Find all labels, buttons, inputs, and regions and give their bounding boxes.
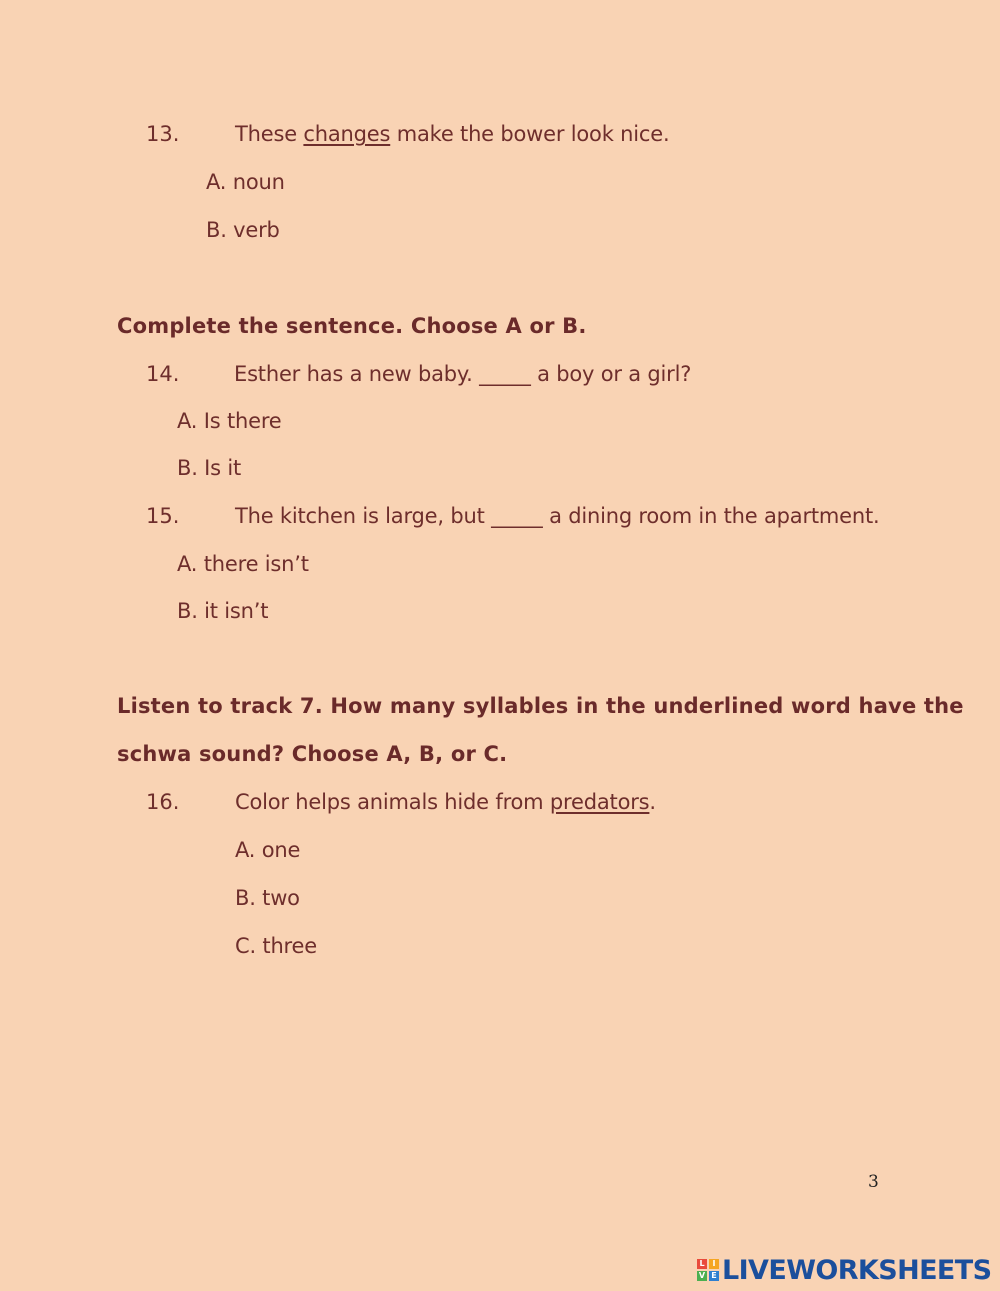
page-number: 3	[868, 1172, 879, 1192]
question-13-option-b[interactable]: B. verb	[206, 218, 280, 242]
question-13-text-after: make the bower look nice.	[390, 122, 670, 146]
question-15-number: 15.	[146, 504, 180, 528]
question-16-number: 16.	[146, 790, 180, 814]
question-15-option-b[interactable]: B. it isn’t	[177, 599, 269, 623]
question-13-number: 13.	[146, 122, 180, 146]
liveworksheets-logo[interactable]	[697, 1254, 991, 1286]
question-15-text: The kitchen is large, but _____ a dining room in the apartment.	[235, 504, 880, 528]
question-14-option-a[interactable]: A. Is there	[177, 409, 282, 433]
section-instruction-complete: Complete the sentence. Choose A or B.	[117, 314, 587, 338]
question-16-option-c[interactable]: C. three	[235, 934, 317, 958]
question-13-text	[235, 120, 669, 148]
liveworksheets-logo-icon	[697, 1259, 719, 1281]
logo-square-v: V	[698, 1271, 706, 1280]
logo-square-l: L	[697, 1259, 707, 1269]
question-16-text-before: Color helps animals hide from	[235, 790, 550, 814]
question-16-underlined-word: predators	[549, 790, 650, 814]
question-16-option-b[interactable]: B. two	[235, 886, 300, 910]
question-14-number: 14.	[146, 362, 180, 386]
section-instruction-listen-line1: Listen to track 7. How many syllables in the underlined word have the	[117, 694, 964, 718]
section-instruction-listen-line2: schwa sound? Choose A, B, or C.	[117, 742, 508, 766]
question-13-option-a[interactable]: A. noun	[206, 170, 285, 194]
liveworksheets-logo-text: LIVEWORKSHEETS	[722, 1254, 992, 1286]
question-16-text-after: .	[649, 790, 656, 814]
question-16-text	[235, 788, 656, 816]
question-13-text-before: These	[235, 122, 304, 146]
question-16-option-a[interactable]: A. one	[235, 838, 301, 862]
logo-square-i: I	[709, 1259, 719, 1269]
question-14-text: Esther has a new baby. _____ a boy or a girl?	[234, 362, 692, 386]
question-14-option-b[interactable]: B. Is it	[177, 456, 242, 480]
question-13-underlined-word: changes	[303, 122, 391, 146]
question-15-option-a[interactable]: A. there isn’t	[177, 552, 309, 576]
logo-square-e: E	[709, 1271, 719, 1281]
